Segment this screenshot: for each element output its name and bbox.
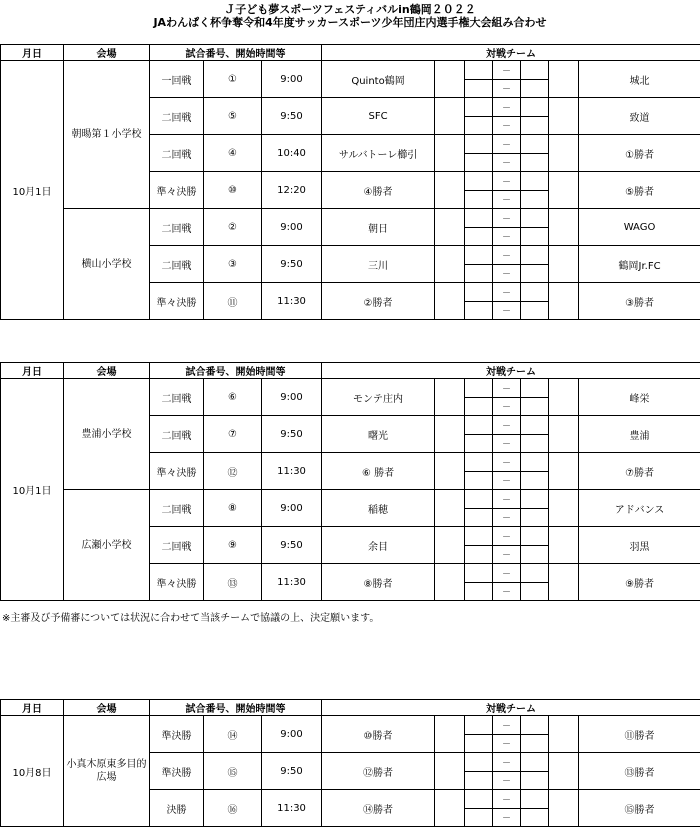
score-separator: － [493,172,521,191]
team2-pk-score [521,772,549,790]
team-1: ④勝者 [322,172,435,209]
match-round: 決勝 [150,790,204,827]
team2-score [521,453,549,472]
match-number: ⑧ [204,490,262,527]
team2-pk-score [521,265,549,283]
header-teams: 対戦チーム [322,700,700,716]
match-time: 9:00 [262,209,322,246]
team2-pk-score [521,546,549,564]
team2-score [521,283,549,302]
score-separator: － [493,753,521,772]
match-round: 準々決勝 [150,453,204,490]
table-row [1,209,700,228]
team2-score-box [549,490,579,527]
team1-score [465,209,493,228]
team1-score-box [435,790,465,827]
team2-score [521,490,549,509]
team1-score [465,790,493,809]
match-date: 10月1日 [1,61,64,320]
team2-score [521,716,549,735]
pk-separator: － [493,546,521,564]
team2-score [521,61,549,80]
match-number: ③ [204,246,262,283]
venue-name: 横山小学校 [64,209,150,320]
match-round: 二回戦 [150,416,204,453]
score-separator: － [493,453,521,472]
match-round: 準々決勝 [150,564,204,601]
match-number: ⑭ [204,716,262,753]
match-round: 二回戦 [150,379,204,416]
team-2: ⑮勝者 [579,790,700,827]
team-1: ⑭勝者 [322,790,435,827]
pk-separator: － [493,398,521,416]
team1-pk-score [465,735,493,753]
header-match: 試合番号、開始時間等 [150,700,322,716]
team2-score-box [549,283,579,320]
team-2: 鶴岡Jr.FC [579,246,700,283]
team-1: 朝日 [322,209,435,246]
match-time: 9:50 [262,98,322,135]
team-2: ⑦勝者 [579,453,700,490]
header-match: 試合番号、開始時間等 [150,363,322,379]
team1-score-box [435,716,465,753]
team1-score-box [435,416,465,453]
team2-pk-score [521,472,549,490]
pk-separator: － [493,735,521,753]
score-separator: － [493,379,521,398]
pk-separator: － [493,509,521,527]
team1-pk-score [465,809,493,827]
team2-score-box [549,98,579,135]
team1-score [465,527,493,546]
team2-score-box [549,416,579,453]
team2-pk-score [521,191,549,209]
match-number: ⑩ [204,172,262,209]
team-2: アドバンス [579,490,700,527]
pk-separator: － [493,809,521,827]
team1-score-box [435,98,465,135]
score-separator: － [493,135,521,154]
match-number: ⑮ [204,753,262,790]
pk-separator: － [493,583,521,601]
match-round: 準々決勝 [150,283,204,320]
team1-pk-score [465,398,493,416]
header-row [1,363,700,379]
team2-pk-score [521,302,549,320]
table-row [1,490,700,509]
match-number: ⑯ [204,790,262,827]
match-round: 一回戦 [150,61,204,98]
team1-pk-score [465,80,493,98]
table-row [1,61,700,80]
team-1: ②勝者 [322,283,435,320]
team-1: モンテ庄内 [322,379,435,416]
header-date: 月日 [1,700,64,716]
team-2: ⑨勝者 [579,564,700,601]
pk-separator: － [493,80,521,98]
page-subtitle: JAわんぱく杯争奪令和4年度サッカースポーツ少年団庄内選手権大会組み合わせ [153,16,547,29]
team1-score-box [435,135,465,172]
table-row [1,716,700,735]
match-round: 準々決勝 [150,172,204,209]
match-round: 二回戦 [150,98,204,135]
venue-name: 朝暘第１小学校 [64,61,150,209]
team2-score [521,98,549,117]
match-time: 11:30 [262,564,322,601]
header-venue: 会場 [64,45,150,61]
pk-separator: － [493,302,521,320]
team2-pk-score [521,435,549,453]
team2-score [521,753,549,772]
team-2: 羽黒 [579,527,700,564]
match-time: 10:40 [262,135,322,172]
referee-note: ※主審及び予備審については状況に合わせて当該チームで協議の上、決定願います。 [2,613,380,624]
match-time: 9:50 [262,246,322,283]
team-1: SFC [322,98,435,135]
match-date: 10月8日 [1,716,64,827]
page-title: Ｊ子ども夢スポーツフェスティバルin鶴岡２０２２ [224,3,476,16]
team1-pk-score [465,191,493,209]
team2-score [521,172,549,191]
team-2: ⑬勝者 [579,753,700,790]
pk-separator: － [493,265,521,283]
team1-score-box [435,490,465,527]
match-time: 9:50 [262,416,322,453]
team2-pk-score [521,398,549,416]
pk-separator: － [493,472,521,490]
match-round: 二回戦 [150,490,204,527]
team1-pk-score [465,117,493,135]
team-1: ⑫勝者 [322,753,435,790]
team2-score-box [549,379,579,416]
match-round: 準決勝 [150,753,204,790]
match-number: ⑫ [204,453,262,490]
match-time: 11:30 [262,283,322,320]
score-separator: － [493,490,521,509]
team2-score-box [549,753,579,790]
score-separator: － [493,283,521,302]
team2-score-box [549,790,579,827]
team-1: Quinto鶴岡 [322,61,435,98]
team1-score [465,246,493,265]
team-2: 城北 [579,61,700,98]
team1-score [465,379,493,398]
pk-separator: － [493,228,521,246]
team1-score-box [435,379,465,416]
match-time: 11:30 [262,453,322,490]
score-separator: － [493,246,521,265]
match-number: ⑬ [204,564,262,601]
team2-pk-score [521,735,549,753]
team2-score [521,135,549,154]
header-row [1,700,700,716]
team-1: 三川 [322,246,435,283]
team2-score-box [549,246,579,283]
team-2: 峰栄 [579,379,700,416]
team-2: WAGO [579,209,700,246]
pk-separator: － [493,435,521,453]
team2-score-box [549,135,579,172]
match-number: ⑤ [204,98,262,135]
pk-separator: － [493,772,521,790]
team2-pk-score [521,228,549,246]
team2-score-box [549,172,579,209]
header-row [1,45,700,61]
schedule-table-3 [0,699,700,827]
team1-score-box [435,172,465,209]
team2-score [521,527,549,546]
venue-name: 広瀬小学校 [64,490,150,601]
header-venue: 会場 [64,700,150,716]
header-teams: 対戦チーム [322,363,700,379]
match-time: 9:00 [262,490,322,527]
team1-score [465,283,493,302]
team1-score [465,564,493,583]
match-round: 二回戦 [150,527,204,564]
team1-score-box [435,753,465,790]
team1-pk-score [465,265,493,283]
team2-score [521,379,549,398]
team2-score [521,564,549,583]
score-separator: － [493,716,521,735]
score-separator: － [493,61,521,80]
pk-separator: － [493,154,521,172]
header-match: 試合番号、開始時間等 [150,45,322,61]
match-time: 9:00 [262,716,322,753]
team1-pk-score [465,509,493,527]
team1-score [465,98,493,117]
team1-pk-score [465,546,493,564]
team1-score-box [435,564,465,601]
team1-score-box [435,209,465,246]
team2-score-box [549,527,579,564]
team1-score [465,172,493,191]
team-1: ⑩勝者 [322,716,435,753]
venue-name: 小真木原東多目的広場 [64,716,150,827]
match-number: ⑨ [204,527,262,564]
team2-pk-score [521,509,549,527]
score-separator: － [493,527,521,546]
pk-separator: － [493,117,521,135]
team1-pk-score [465,435,493,453]
team-1: 余目 [322,527,435,564]
team2-score [521,209,549,228]
team-1: 曙光 [322,416,435,453]
team2-score [521,246,549,265]
header-teams: 対戦チーム [322,45,700,61]
team1-pk-score [465,302,493,320]
team2-score [521,416,549,435]
team2-score-box [549,209,579,246]
match-number: ④ [204,135,262,172]
team-1: ⑥ 勝者 [322,453,435,490]
team2-score-box [549,564,579,601]
header-venue: 会場 [64,363,150,379]
team1-score [465,416,493,435]
table-row [1,379,700,398]
team1-score [465,135,493,154]
team-1: 稲穂 [322,490,435,527]
team1-score [465,753,493,772]
team1-score [465,453,493,472]
score-separator: － [493,564,521,583]
team2-pk-score [521,809,549,827]
score-separator: － [493,790,521,809]
score-separator: － [493,416,521,435]
team2-pk-score [521,117,549,135]
team1-score [465,716,493,735]
match-time: 11:30 [262,790,322,827]
match-time: 9:00 [262,379,322,416]
team2-score-box [549,453,579,490]
team1-pk-score [465,472,493,490]
match-round: 二回戦 [150,135,204,172]
team2-score-box [549,61,579,98]
header-date: 月日 [1,363,64,379]
team1-pk-score [465,154,493,172]
team1-pk-score [465,228,493,246]
team-2: ①勝者 [579,135,700,172]
match-time: 9:00 [262,61,322,98]
venue-name: 豊浦小学校 [64,379,150,490]
match-time: 9:50 [262,753,322,790]
score-separator: － [493,98,521,117]
team1-score-box [435,527,465,564]
team1-score-box [435,246,465,283]
match-time: 12:20 [262,172,322,209]
match-number: ① [204,61,262,98]
match-number: ⑦ [204,416,262,453]
team-1: サルバトーレ櫛引 [322,135,435,172]
match-number: ⑥ [204,379,262,416]
team1-score [465,61,493,80]
team-2: 致道 [579,98,700,135]
schedule-table-1 [0,44,700,320]
team1-score-box [435,453,465,490]
header-date: 月日 [1,45,64,61]
team2-pk-score [521,583,549,601]
team1-score-box [435,61,465,98]
match-round: 二回戦 [150,209,204,246]
team2-score-box [549,716,579,753]
match-round: 二回戦 [150,246,204,283]
team1-score [465,490,493,509]
match-number: ② [204,209,262,246]
team-2: ⑤勝者 [579,172,700,209]
pk-separator: － [493,191,521,209]
schedule-table-2 [0,362,700,601]
team-1: ⑧勝者 [322,564,435,601]
team-2: ③勝者 [579,283,700,320]
team1-pk-score [465,772,493,790]
team2-score [521,790,549,809]
match-time: 9:50 [262,527,322,564]
team1-score-box [435,283,465,320]
team2-pk-score [521,154,549,172]
match-round: 準決勝 [150,716,204,753]
match-date: 10月1日 [1,379,64,601]
team-2: ⑪勝者 [579,716,700,753]
team-2: 豊浦 [579,416,700,453]
match-number: ⑪ [204,283,262,320]
team1-pk-score [465,583,493,601]
team2-pk-score [521,80,549,98]
score-separator: － [493,209,521,228]
